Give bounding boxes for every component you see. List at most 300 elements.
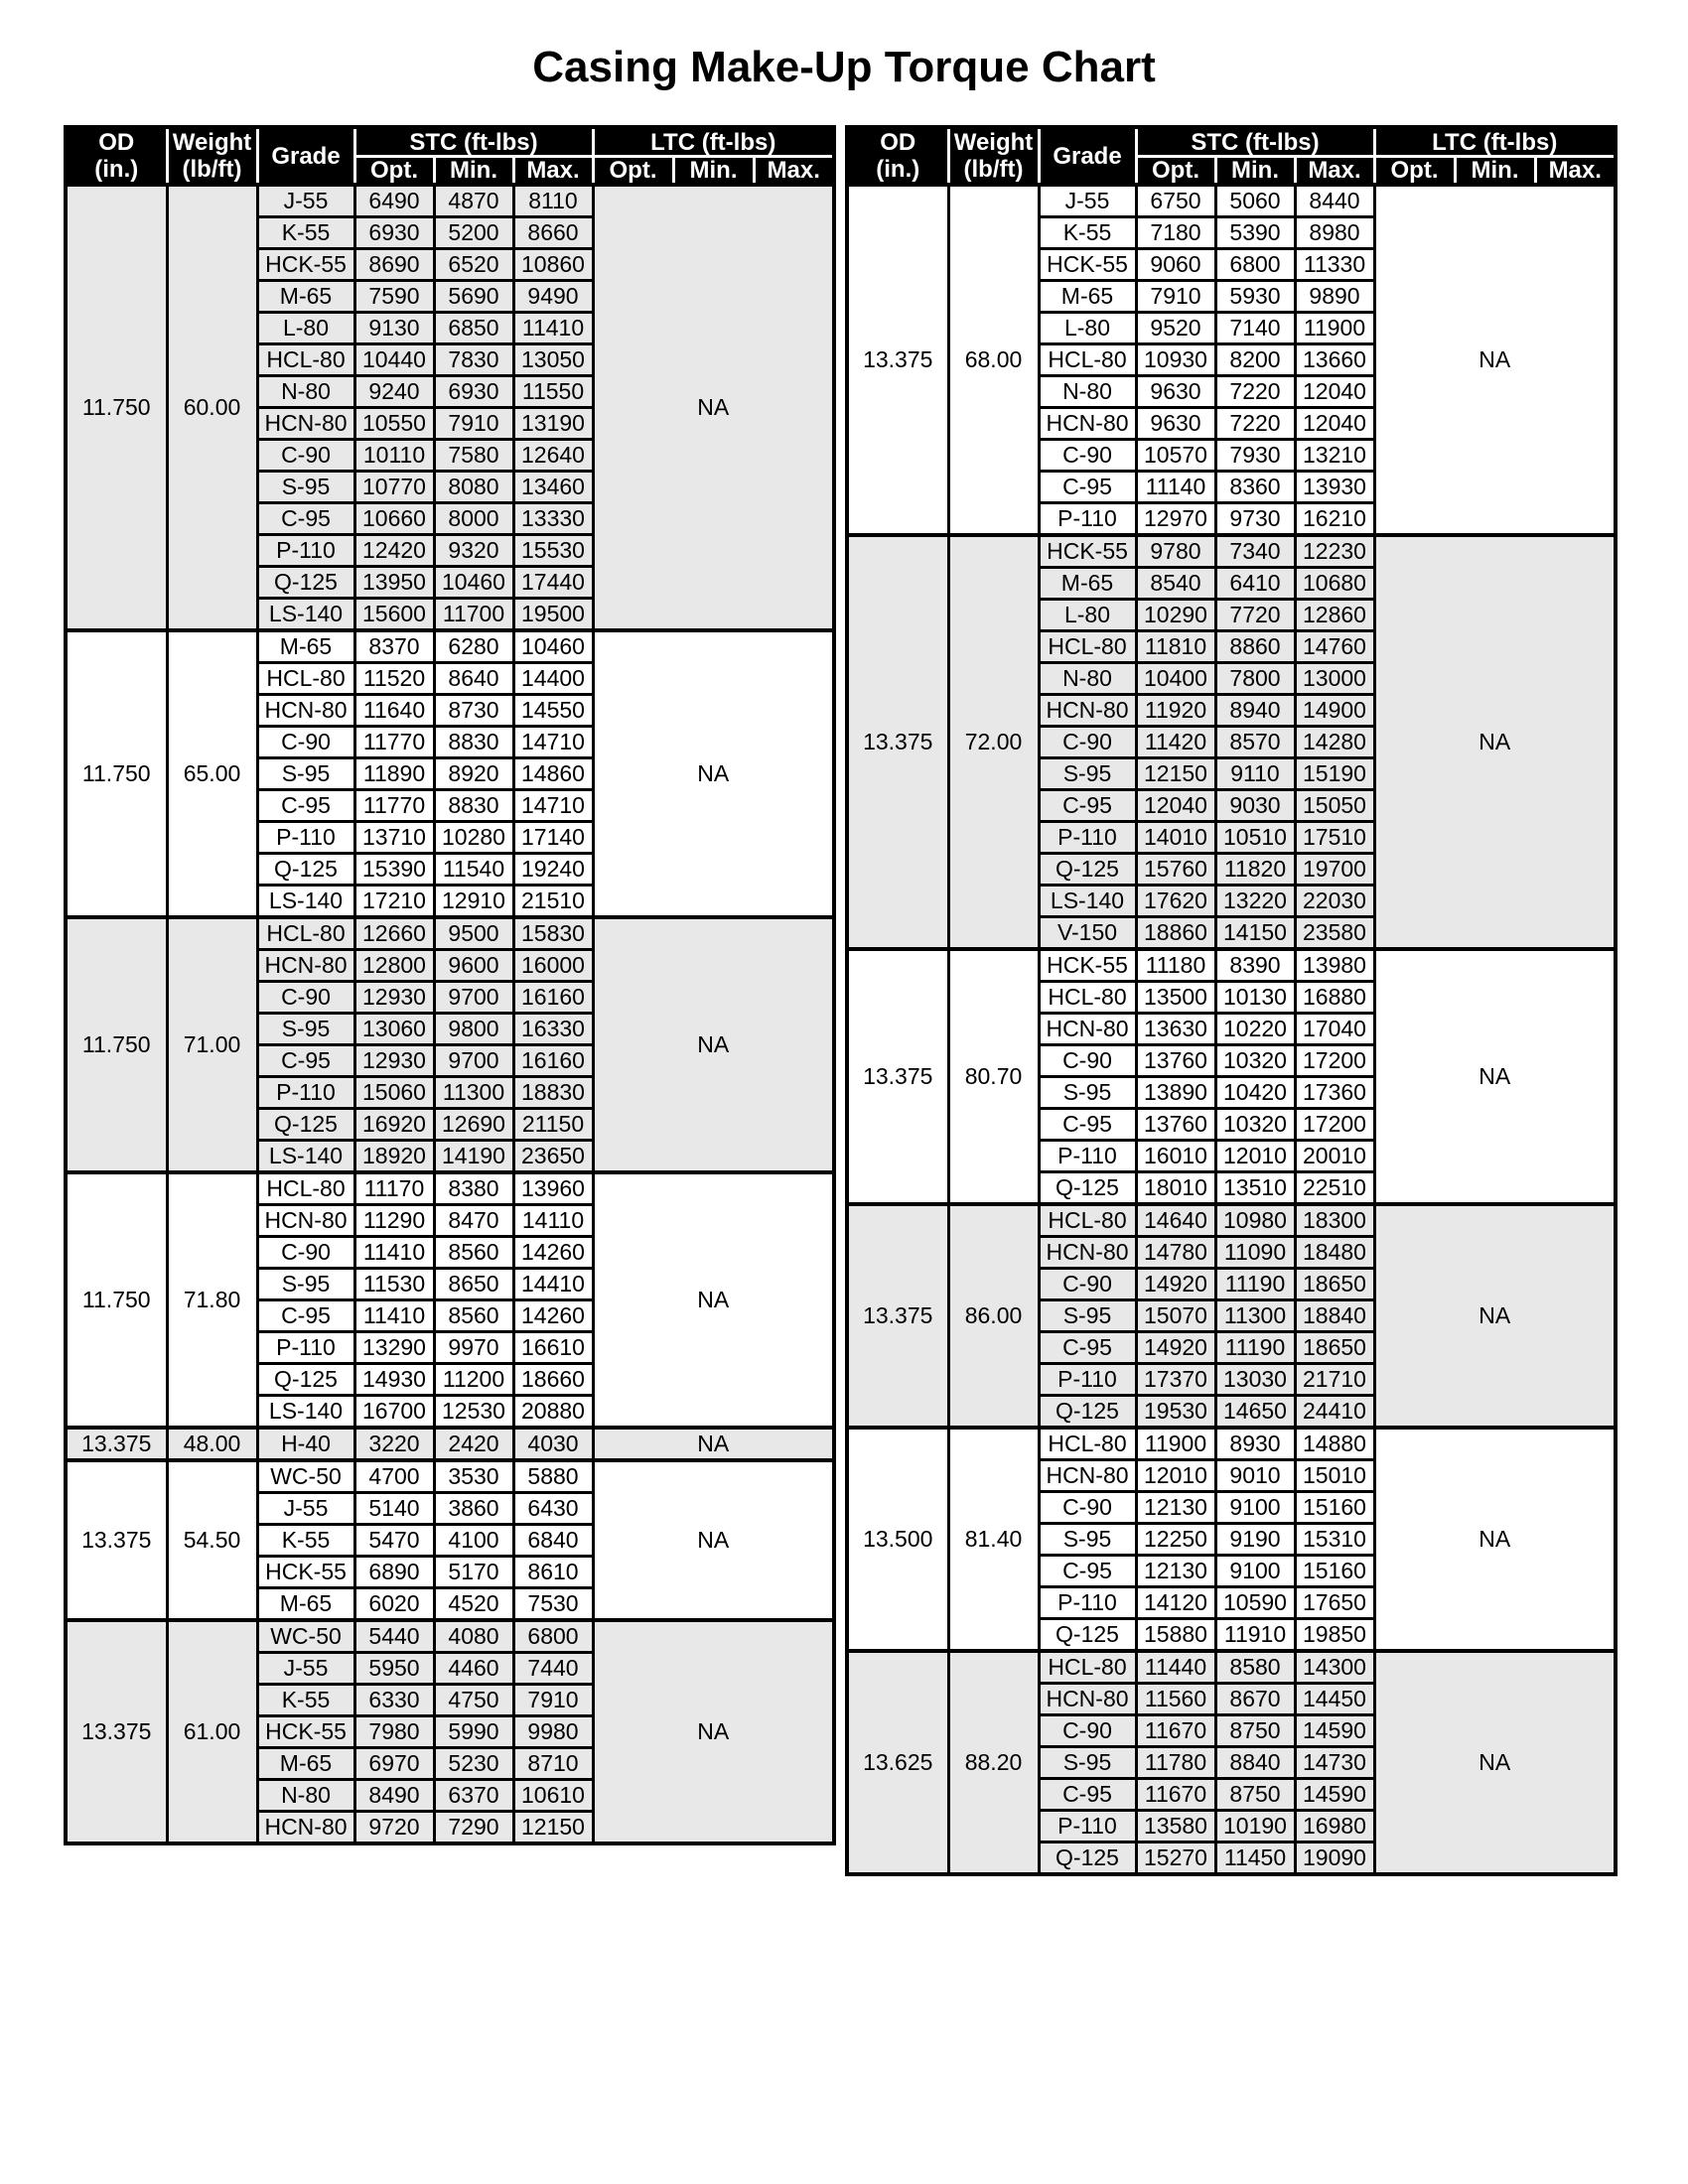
ltc-na-cell: NA [1374,535,1616,949]
stc-max-cell: 15010 [1295,1460,1374,1492]
stc-max-cell: 9890 [1295,281,1374,313]
grade-cell: J-55 [1039,185,1136,217]
grade-cell: P-110 [1039,1364,1136,1396]
stc-opt-cell: 8540 [1136,568,1215,600]
stc-min-cell: 8730 [434,695,513,727]
stc-max-cell: 6800 [513,1620,593,1653]
stc-max-cell: 24410 [1295,1396,1374,1429]
grade-cell: HCL-80 [1039,1204,1136,1237]
grade-cell: V-150 [1039,917,1136,950]
stc-max-cell: 15160 [1295,1556,1374,1587]
grade-cell: C-95 [1039,472,1136,503]
grade-cell: P-110 [257,1077,354,1109]
stc-min-cell: 12010 [1215,1141,1295,1172]
grade-cell: K-55 [257,1685,354,1716]
stc-min-cell: 8750 [1215,1779,1295,1811]
stc-max-cell: 14410 [513,1269,593,1300]
weight-cell: 48.00 [167,1428,257,1460]
stc-max-cell: 20010 [1295,1141,1374,1172]
stc-max-cell: 8660 [513,217,593,249]
header-stc-min: Min. [434,156,513,185]
header-od [66,127,167,185]
stc-max-cell: 15830 [513,917,593,950]
stc-min-cell: 8670 [1215,1684,1295,1715]
ltc-na-cell: NA [1374,1204,1616,1428]
stc-opt-cell: 19530 [1136,1396,1215,1429]
grade-cell: P-110 [1039,1587,1136,1619]
stc-max-cell: 9490 [513,281,593,313]
ltc-na-cell: NA [1374,1428,1616,1651]
stc-min-cell: 9800 [434,1014,513,1045]
stc-min-cell: 3530 [434,1460,513,1493]
grade-cell: J-55 [257,1493,354,1525]
stc-min-cell: 5170 [434,1557,513,1588]
od-cell: 13.375 [847,1204,948,1428]
stc-min-cell: 4460 [434,1653,513,1685]
stc-min-cell: 6800 [1215,249,1295,281]
stc-max-cell: 19500 [513,599,593,631]
stc-max-cell: 22030 [1295,886,1374,917]
od-cell: 11.750 [66,1172,167,1428]
table-row [66,630,834,663]
stc-opt-cell: 17620 [1136,886,1215,917]
stc-min-cell: 8570 [1215,727,1295,758]
stc-max-cell: 5880 [513,1460,593,1493]
grade-cell: HCK-55 [1039,249,1136,281]
stc-opt-cell: 13060 [354,1014,434,1045]
stc-opt-cell: 8370 [354,630,434,663]
header-od [847,127,948,185]
grade-cell: HCN-80 [1039,1460,1136,1492]
grade-cell: LS-140 [257,1141,354,1173]
grade-cell: C-90 [1039,1715,1136,1747]
stc-max-cell: 11330 [1295,249,1374,281]
stc-min-cell: 8080 [434,472,513,503]
grade-cell: LS-140 [257,1396,354,1429]
stc-max-cell: 17040 [1295,1014,1374,1045]
ltc-na-cell: NA [593,185,834,630]
grade-cell: S-95 [257,472,354,503]
stc-opt-cell: 5440 [354,1620,434,1653]
stc-min-cell: 8750 [1215,1715,1295,1747]
stc-opt-cell: 9630 [1136,376,1215,408]
table-row [66,1460,834,1493]
stc-opt-cell: 14780 [1136,1237,1215,1269]
stc-min-cell: 7290 [434,1812,513,1844]
weight-cell: 81.40 [948,1428,1039,1651]
grade-cell: H-40 [257,1428,354,1460]
stc-max-cell: 21710 [1295,1364,1374,1396]
stc-max-cell: 14860 [513,758,593,790]
grade-cell: C-95 [257,503,354,535]
stc-max-cell: 17200 [1295,1045,1374,1077]
stc-opt-cell: 16010 [1136,1141,1215,1172]
stc-min-cell: 14150 [1215,917,1295,950]
stc-opt-cell: 12930 [354,1045,434,1077]
grade-cell: C-90 [257,727,354,758]
stc-max-cell: 14550 [513,695,593,727]
stc-min-cell: 8840 [1215,1747,1295,1779]
stc-max-cell: 7440 [513,1653,593,1685]
grade-cell: M-65 [257,1748,354,1780]
grade-cell: Q-125 [257,567,354,599]
grade-cell: C-95 [1039,790,1136,822]
stc-min-cell: 8000 [434,503,513,535]
stc-min-cell: 10280 [434,822,513,854]
stc-max-cell: 23650 [513,1141,593,1173]
stc-opt-cell: 15060 [354,1077,434,1109]
stc-max-cell: 11900 [1295,313,1374,344]
stc-opt-cell: 13630 [1136,1014,1215,1045]
stc-opt-cell: 9240 [354,376,434,408]
stc-min-cell: 12690 [434,1109,513,1141]
stc-max-cell: 15310 [1295,1524,1374,1556]
grade-cell: L-80 [1039,600,1136,631]
stc-max-cell: 16210 [1295,503,1374,536]
grade-cell: LS-140 [257,886,354,918]
stc-min-cell: 9700 [434,982,513,1014]
stc-opt-cell: 12010 [1136,1460,1215,1492]
grade-cell: LS-140 [257,599,354,631]
stc-max-cell: 15190 [1295,758,1374,790]
od-cell: 13.375 [66,1428,167,1460]
stc-min-cell: 14650 [1215,1396,1295,1429]
grade-cell: HCL-80 [257,917,354,950]
stc-max-cell: 15050 [1295,790,1374,822]
grade-cell: HCK-55 [1039,949,1136,982]
grade-cell: S-95 [1039,1077,1136,1109]
stc-min-cell: 5990 [434,1716,513,1748]
stc-min-cell: 11190 [1215,1332,1295,1364]
stc-min-cell: 4750 [434,1685,513,1716]
grade-cell: P-110 [1039,1141,1136,1172]
grade-cell: HCK-55 [257,249,354,281]
weight-cell: 60.00 [167,185,257,630]
ltc-na-cell: NA [593,1620,834,1843]
stc-max-cell: 16880 [1295,982,1374,1014]
stc-opt-cell: 11920 [1136,695,1215,727]
stc-min-cell: 11540 [434,854,513,886]
stc-min-cell: 10220 [1215,1014,1295,1045]
grade-cell: J-55 [257,185,354,217]
stc-max-cell: 12150 [513,1812,593,1844]
weight-cell: 88.20 [948,1651,1039,1874]
grade-cell: C-90 [257,440,354,472]
grade-cell: S-95 [1039,1524,1136,1556]
stc-opt-cell: 9780 [1136,535,1215,568]
table-row [847,535,1616,568]
stc-opt-cell: 5140 [354,1493,434,1525]
grade-cell: C-95 [1039,1556,1136,1587]
ltc-na-cell: NA [593,1428,834,1460]
stc-opt-cell: 12660 [354,917,434,950]
header-ltc-opt: Opt. [1374,156,1455,185]
header-od-line2: (in.) [94,156,139,184]
header-ltc-min: Min. [673,156,754,185]
stc-min-cell: 11300 [434,1077,513,1109]
stc-min-cell: 8930 [1215,1428,1295,1460]
stc-opt-cell: 12970 [1136,503,1215,536]
grade-cell: Q-125 [1039,1619,1136,1652]
header-stc-opt: Opt. [354,156,434,185]
stc-opt-cell: 6020 [354,1588,434,1621]
grade-cell: S-95 [1039,758,1136,790]
stc-opt-cell: 12130 [1136,1492,1215,1524]
stc-opt-cell: 10400 [1136,663,1215,695]
grade-cell: C-90 [257,982,354,1014]
stc-opt-cell: 9630 [1136,408,1215,440]
header-ltc-min: Min. [1455,156,1535,185]
table-row [66,1172,834,1205]
stc-max-cell: 23580 [1295,917,1374,950]
stc-max-cell: 21510 [513,886,593,918]
grade-cell: C-90 [1039,1269,1136,1300]
stc-max-cell: 18650 [1295,1269,1374,1300]
stc-max-cell: 14590 [1295,1715,1374,1747]
header-ltc-group: LTC (ft-lbs) [593,127,834,156]
stc-min-cell: 7930 [1215,440,1295,472]
stc-opt-cell: 3220 [354,1428,434,1460]
stc-min-cell: 10980 [1215,1204,1295,1237]
stc-max-cell: 13190 [513,408,593,440]
stc-opt-cell: 11180 [1136,949,1215,982]
stc-min-cell: 8390 [1215,949,1295,982]
stc-min-cell: 7220 [1215,408,1295,440]
stc-max-cell: 21150 [513,1109,593,1141]
grade-cell: C-95 [1039,1332,1136,1364]
header-stc-max: Max. [513,156,593,185]
grade-cell: N-80 [1039,376,1136,408]
stc-min-cell: 8830 [434,727,513,758]
stc-opt-cell: 11170 [354,1172,434,1205]
stc-opt-cell: 13710 [354,822,434,854]
ltc-na-cell: NA [593,917,834,1172]
stc-opt-cell: 7180 [1136,217,1215,249]
stc-max-cell: 18840 [1295,1300,1374,1332]
stc-opt-cell: 11410 [354,1237,434,1269]
stc-min-cell: 5200 [434,217,513,249]
grade-cell: WC-50 [257,1460,354,1493]
stc-min-cell: 10320 [1215,1109,1295,1141]
grade-cell: Q-125 [257,854,354,886]
stc-opt-cell: 11410 [354,1300,434,1332]
stc-max-cell: 14730 [1295,1747,1374,1779]
stc-min-cell: 5690 [434,281,513,313]
stc-min-cell: 10510 [1215,822,1295,854]
stc-min-cell: 9320 [434,535,513,567]
stc-max-cell: 13980 [1295,949,1374,982]
stc-min-cell: 6280 [434,630,513,663]
stc-max-cell: 18830 [513,1077,593,1109]
grade-cell: M-65 [257,630,354,663]
stc-min-cell: 9100 [1215,1492,1295,1524]
stc-min-cell: 8640 [434,663,513,695]
grade-cell: HCL-80 [1039,1428,1136,1460]
stc-max-cell: 18660 [513,1364,593,1396]
ltc-na-cell: NA [1374,1651,1616,1874]
stc-max-cell: 10860 [513,249,593,281]
stc-max-cell: 20880 [513,1396,593,1429]
stc-min-cell: 9500 [434,917,513,950]
stc-max-cell: 14900 [1295,695,1374,727]
stc-opt-cell: 8690 [354,249,434,281]
grade-cell: HCL-80 [257,663,354,695]
stc-max-cell: 8610 [513,1557,593,1588]
header-ltc-group: LTC (ft-lbs) [1374,127,1616,156]
stc-opt-cell: 6890 [354,1557,434,1588]
stc-min-cell: 7800 [1215,663,1295,695]
ltc-na-cell: NA [1374,185,1616,535]
stc-max-cell: 8440 [1295,185,1374,217]
stc-opt-cell: 6330 [354,1685,434,1716]
stc-opt-cell: 14930 [354,1364,434,1396]
stc-opt-cell: 14920 [1136,1269,1215,1300]
stc-max-cell: 11550 [513,376,593,408]
stc-max-cell: 16980 [1295,1811,1374,1843]
stc-max-cell: 12230 [1295,535,1374,568]
stc-min-cell: 13510 [1215,1172,1295,1205]
stc-opt-cell: 15390 [354,854,434,886]
stc-max-cell: 18480 [1295,1237,1374,1269]
table-row [847,1651,1616,1684]
stc-opt-cell: 14120 [1136,1587,1215,1619]
stc-max-cell: 17510 [1295,822,1374,854]
stc-opt-cell: 11810 [1136,631,1215,663]
stc-min-cell: 6370 [434,1780,513,1812]
stc-opt-cell: 13890 [1136,1077,1215,1109]
stc-min-cell: 9100 [1215,1556,1295,1587]
stc-opt-cell: 5470 [354,1525,434,1557]
stc-opt-cell: 12930 [354,982,434,1014]
ltc-na-cell: NA [593,1172,834,1428]
grade-cell: Q-125 [257,1364,354,1396]
stc-opt-cell: 12130 [1136,1556,1215,1587]
grade-cell: HCL-80 [1039,1651,1136,1684]
grade-cell: C-95 [257,1045,354,1077]
stc-max-cell: 19090 [1295,1843,1374,1875]
stc-opt-cell: 10570 [1136,440,1215,472]
stc-max-cell: 11410 [513,313,593,344]
header-weight-line1: Weight [172,129,252,157]
stc-max-cell: 16000 [513,950,593,982]
stc-opt-cell: 13950 [354,567,434,599]
stc-min-cell: 8360 [1215,472,1295,503]
stc-max-cell: 13460 [513,472,593,503]
stc-min-cell: 9190 [1215,1524,1295,1556]
weight-cell: 80.70 [948,949,1039,1204]
header-stc-opt: Opt. [1136,156,1215,185]
stc-opt-cell: 15880 [1136,1619,1215,1652]
grade-cell: M-65 [1039,568,1136,600]
stc-min-cell: 9970 [434,1332,513,1364]
stc-opt-cell: 16700 [354,1396,434,1429]
stc-min-cell: 5390 [1215,217,1295,249]
stc-max-cell: 16610 [513,1332,593,1364]
stc-min-cell: 8860 [1215,631,1295,663]
od-cell: 13.375 [66,1460,167,1620]
stc-max-cell: 4030 [513,1428,593,1460]
grade-cell: HCN-80 [1039,408,1136,440]
stc-opt-cell: 12420 [354,535,434,567]
stc-max-cell: 14590 [1295,1779,1374,1811]
stc-min-cell: 11300 [1215,1300,1295,1332]
stc-max-cell: 16330 [513,1014,593,1045]
stc-max-cell: 18650 [1295,1332,1374,1364]
table-row [847,1428,1616,1460]
stc-opt-cell: 15070 [1136,1300,1215,1332]
table-row [847,1204,1616,1237]
stc-max-cell: 18300 [1295,1204,1374,1237]
stc-opt-cell: 12040 [1136,790,1215,822]
stc-opt-cell: 9520 [1136,313,1215,344]
stc-min-cell: 10190 [1215,1811,1295,1843]
stc-min-cell: 11090 [1215,1237,1295,1269]
grade-cell: C-95 [1039,1109,1136,1141]
stc-opt-cell: 12800 [354,950,434,982]
stc-max-cell: 8110 [513,185,593,217]
stc-max-cell: 15160 [1295,1492,1374,1524]
stc-opt-cell: 11670 [1136,1779,1215,1811]
stc-max-cell: 13960 [513,1172,593,1205]
stc-opt-cell: 6750 [1136,185,1215,217]
stc-opt-cell: 13760 [1136,1109,1215,1141]
stc-min-cell: 6850 [434,313,513,344]
stc-min-cell: 5230 [434,1748,513,1780]
stc-opt-cell: 18010 [1136,1172,1215,1205]
stc-min-cell: 10420 [1215,1077,1295,1109]
stc-max-cell: 7910 [513,1685,593,1716]
stc-opt-cell: 14920 [1136,1332,1215,1364]
grade-cell: M-65 [1039,281,1136,313]
stc-opt-cell: 18920 [354,1141,434,1173]
header-weight [948,127,1039,185]
stc-min-cell: 13030 [1215,1364,1295,1396]
stc-max-cell: 19240 [513,854,593,886]
stc-max-cell: 19850 [1295,1619,1374,1652]
stc-max-cell: 14110 [513,1205,593,1237]
stc-min-cell: 4080 [434,1620,513,1653]
stc-min-cell: 3860 [434,1493,513,1525]
header-weight-line2: (lb/ft) [182,156,242,184]
stc-max-cell: 13210 [1295,440,1374,472]
od-cell: 13.375 [847,535,948,949]
grade-cell: HCL-80 [257,1172,354,1205]
stc-max-cell: 7530 [513,1588,593,1621]
tables-row [64,125,1688,1876]
header-od-line1: OD [880,129,916,157]
page-title: Casing Make-Up Torque Chart [532,43,1156,91]
stc-max-cell: 17650 [1295,1587,1374,1619]
stc-max-cell: 10460 [513,630,593,663]
header-weight-line2: (lb/ft) [963,156,1024,184]
stc-min-cell: 7220 [1215,376,1295,408]
stc-min-cell: 4100 [434,1525,513,1557]
right-torque-table [845,125,1618,1876]
grade-cell: S-95 [1039,1300,1136,1332]
od-cell: 13.500 [847,1428,948,1651]
grade-cell: C-90 [1039,727,1136,758]
stc-min-cell: 12910 [434,886,513,918]
od-cell: 11.750 [66,917,167,1172]
grade-cell: HCN-80 [1039,695,1136,727]
header-stc-group: STC (ft-lbs) [354,127,593,156]
stc-max-cell: 13930 [1295,472,1374,503]
weight-cell: 54.50 [167,1460,257,1620]
stc-opt-cell: 15270 [1136,1843,1215,1875]
stc-opt-cell: 14640 [1136,1204,1215,1237]
weight-cell: 68.00 [948,185,1039,535]
grade-cell: C-90 [1039,1492,1136,1524]
